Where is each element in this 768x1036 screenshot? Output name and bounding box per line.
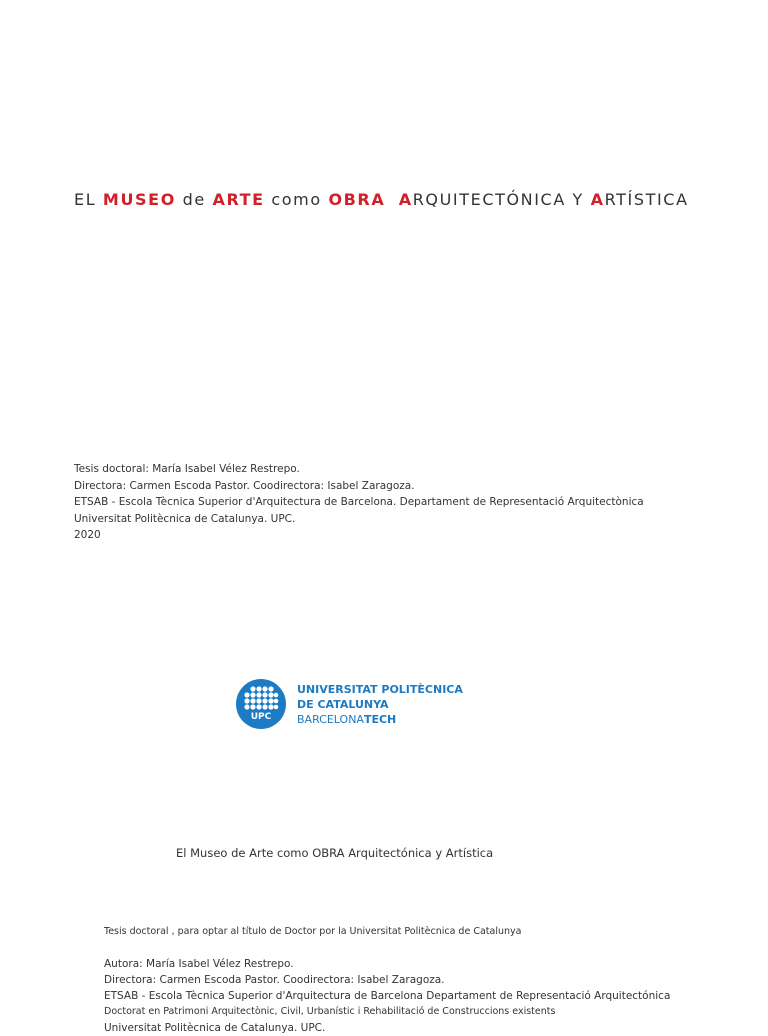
upc-logo-icon (236, 679, 286, 729)
title-initial: A (590, 190, 605, 209)
logo-tech: TECH (363, 712, 397, 726)
title-initial: A (398, 190, 413, 209)
subtitle: El Museo de Arte como OBRA Arquitectónica y Artística (176, 846, 494, 860)
info-line: 2020 (74, 529, 101, 541)
thesis-info (74, 461, 644, 544)
credits-line: ETSAB - Escola Tècnica Superior d'Arquitectura de Barcelona Departament de Representació Arquitectónica (104, 990, 671, 1002)
title-museo: MUSEO (102, 190, 176, 209)
title-part: RQUITECTÓNICA Y (412, 190, 591, 209)
credits-line: Directora: Carmen Escoda Pastor. Coodirectora: Isabel Zaragoza. (104, 974, 445, 986)
info-line: Directora: Carmen Escoda Pastor. Coodirectora: Isabel Zaragoza. (74, 479, 415, 492)
title-obra: OBRA (328, 190, 386, 209)
document-title (74, 190, 689, 209)
info-line: Universitat Politècnica de Catalunya. UPC. (74, 512, 296, 525)
upc-logo-text (297, 682, 463, 727)
info-line: ETSAB - Escola Tècnica Superior d'Arquitectura de Barcelona. Departament de Representació Arquitectònica (74, 496, 644, 508)
upc-abbr: UPC (250, 712, 272, 722)
logo-line-3 (297, 712, 463, 727)
title-part: de (175, 190, 213, 209)
info-line: Tesis doctoral: María Isabel Vélez Restrepo. (74, 463, 300, 475)
title-arte: ARTE (212, 190, 265, 209)
credits (104, 956, 670, 1036)
title-part (385, 190, 398, 209)
title-part: como (264, 190, 329, 209)
logo-line-2: DE CATALUNYA (297, 697, 389, 711)
thesis-note: Tesis doctoral , para optar al título de Doctor por la Universitat Politècnica de Catalunya (104, 926, 522, 937)
credits-line: Universitat Politècnica de Catalunya. UPC. (104, 1022, 326, 1034)
upc-logo (236, 679, 463, 729)
credits-line: Autora: María Isabel Vélez Restrepo. (104, 958, 294, 970)
logo-barcelona: BARCELONA (297, 712, 364, 726)
logo-line-1: UNIVERSITAT POLITÈCNICA (297, 682, 463, 696)
credits-line: Doctorat en Patrimoni Arquitectònic, Civil, Urbanístic i Rehabilitació de Construccions existents (104, 1006, 556, 1017)
title-part: EL (74, 190, 103, 209)
title-part: RTÍSTICA (604, 190, 689, 209)
